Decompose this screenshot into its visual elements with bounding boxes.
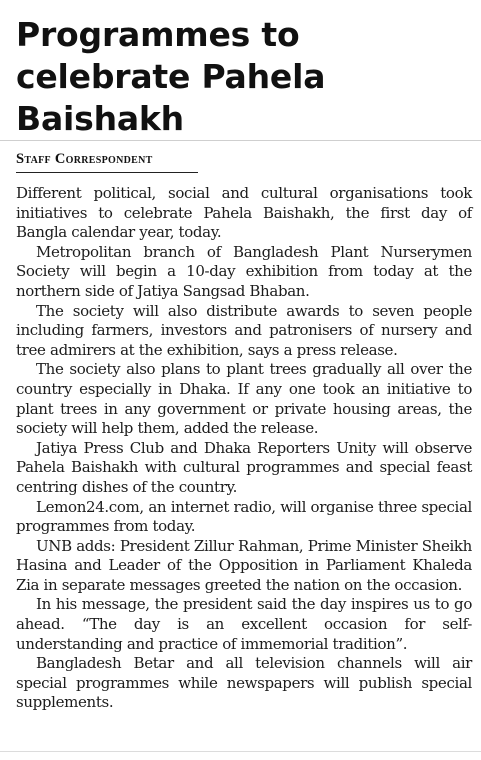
paragraph: Bangladesh Betar and all television channels will air special programmes while newspapers will publish special supplements.	[16, 654, 472, 712]
bottom-divider	[0, 751, 481, 752]
article-body	[16, 184, 472, 713]
paragraph: Lemon24.com, an internet radio, will organise three special programmes from today.	[16, 497, 472, 536]
paragraph: In his message, the president said the day inspires us to go ahead. “The day is an excellent occasion for self-understanding and practice of immemorial tradition”.	[16, 595, 472, 653]
paragraph: UNB adds: President Zillur Rahman, Prime Minister Sheikh Hasina and Leader of the Opposition in Parliament Khaleda Zia in separate messages greeted the nation on the occasion.	[16, 536, 472, 594]
paragraph: Different political, social and cultural organisations took initiatives to celebrate Pahela Baishakh, the first day of Bangla calendar year, today.	[16, 184, 472, 242]
news-article	[16, 14, 472, 713]
byline: Staff Correspondent	[16, 151, 198, 173]
headline: Programmes to celebrate Pahela Baishakh	[16, 15, 326, 138]
paragraph: The society will also distribute awards to seven people including farmers, investors and patronisers of nursery and tree admirers at the exhibition, says a press release.	[16, 301, 472, 359]
paragraph: Metropolitan branch of Bangladesh Plant Nurserymen Society will begin a 10-day exhibition from today at the northern side of Jatiya Sangsad Bhaban.	[16, 242, 472, 300]
paragraph: Jatiya Press Club and Dhaka Reporters Unity will observe Pahela Baishakh with cultural programmes and special feast centring dishes of the country.	[16, 438, 472, 496]
paragraph: The society also plans to plant trees gradually all over the country especially in Dhaka. If any one took an initiative to plant trees in any government or private housing areas, the society will help them, added the release.	[16, 360, 472, 438]
